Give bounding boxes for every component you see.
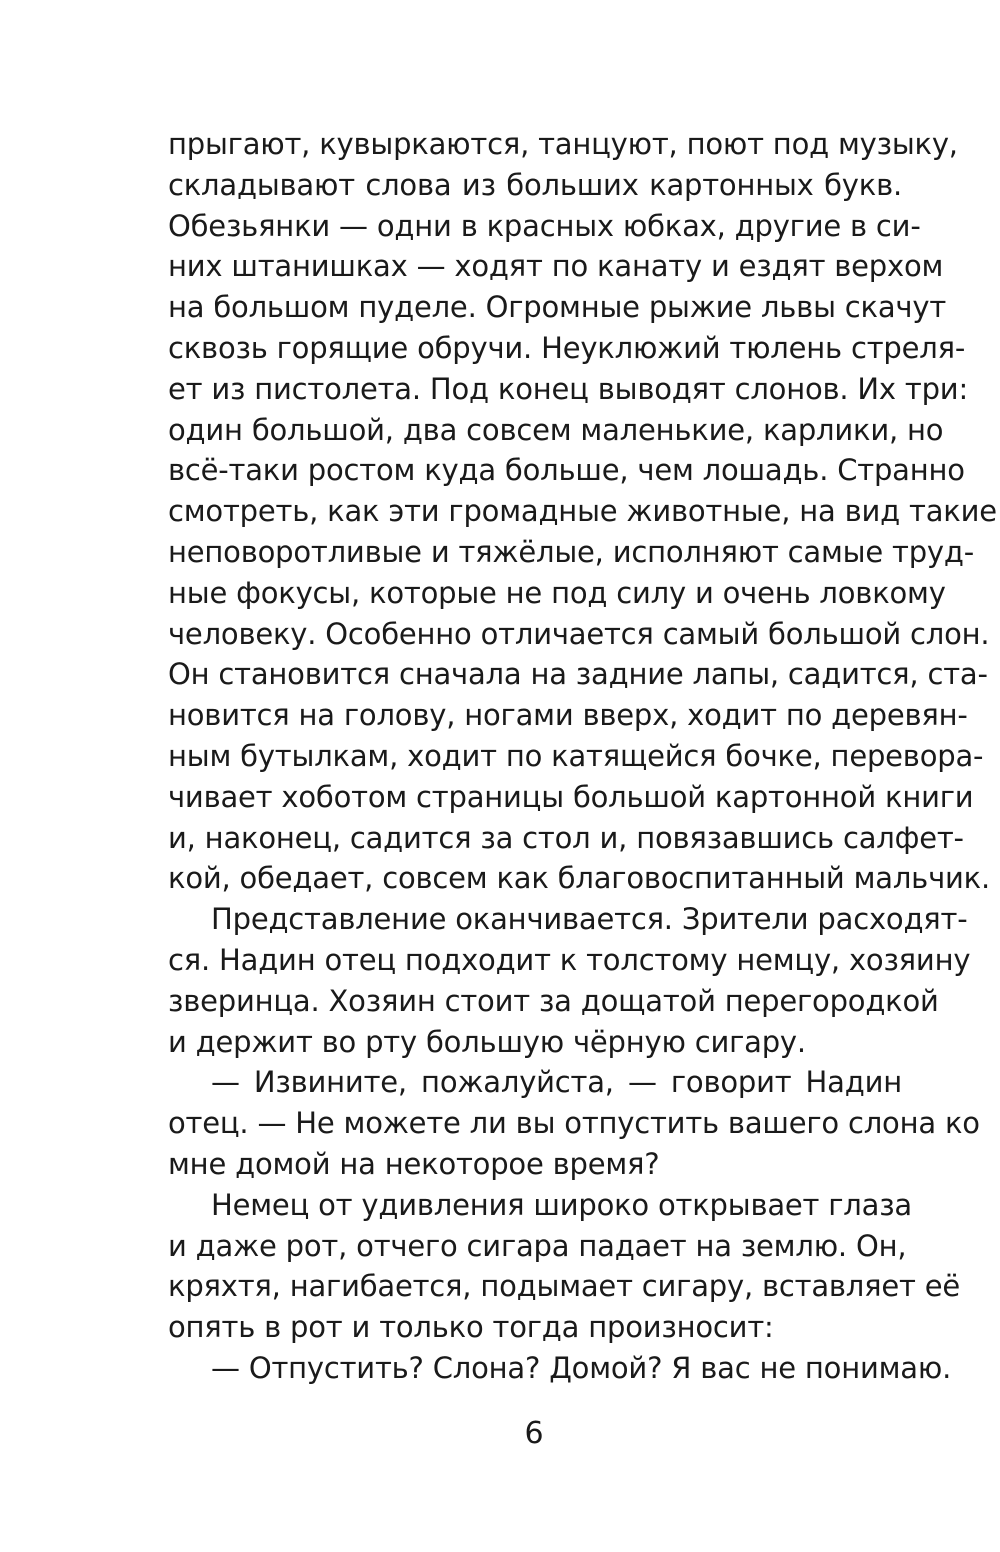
text-line: отец. — Не можете ли вы отпустить вашего слона ко [168, 1106, 980, 1141]
text-line: Обезьянки — одни в красных юбках, другие в си- [168, 208, 921, 243]
text-line: прыгают, кувыркаются, танцуют, поют под музыку, [168, 127, 958, 161]
text-line: новится на голову, ногами вверх, ходит по деревян- [168, 698, 968, 733]
text-line: ся. Надин отец подходит к толстому немцу, хозяину [168, 942, 971, 977]
text-line: Немец от удивления широко открывает глаза [211, 1187, 912, 1222]
text-line: смотреть, как эти громадные животные, на вид такие [168, 494, 997, 529]
text-line: сквозь горящие обручи. Неуклюжий тюлень стреля- [168, 330, 966, 365]
text-line: неповоротливые и тяжёлые, исполняют самые труд- [168, 534, 974, 569]
text-line: один большой, два совсем маленькие, карлики, но [168, 412, 944, 447]
page-number: 6 [524, 1416, 544, 1451]
text-line: опять в рот и только тогда произносит: [168, 1310, 774, 1345]
text-line: и даже рот, отчего сигара падает на землю. Он, [168, 1228, 907, 1263]
text-line: всё-таки ростом куда больше, чем лошадь. Странно [168, 453, 965, 488]
text-line: — Отпустить? Слона? Домой? Я вас не понимаю. [211, 1350, 952, 1385]
text-line: человеку. Особенно отличается самый большой слон. [168, 616, 990, 651]
text-line: — Извините, пожалуйста, — говорит Надин [211, 1065, 902, 1100]
text-line: кряхтя, нагибается, подымает сигару, вставляет её [168, 1269, 961, 1304]
text-line: чивает хоботом страницы большой картонной книги [168, 779, 974, 814]
text-line: ет из пистолета. Под конец выводят слонов. Их три: [168, 371, 969, 406]
text-line: ным бутылкам, ходит по катящейся бочке, перевора- [168, 738, 984, 773]
text-line: Он становится сначала на задние лапы, садится, ста- [168, 657, 988, 692]
body-text [168, 124, 997, 1389]
text-line: кой, обедает, совсем как благовоспитанный мальчик. [168, 861, 990, 896]
text-line: мне домой на некоторое время? [168, 1146, 660, 1181]
text-line: складывают слова из больших картонных букв. [168, 167, 902, 202]
text-line: ные фокусы, которые не под силу и очень ловкому [168, 575, 946, 610]
text-line: и держит во рту большую чёрную сигару. [168, 1024, 806, 1059]
text-line: них штанишках — ходят по канату и ездят верхом [168, 249, 944, 284]
text-line: зверинца. Хозяин стоит за дощатой перегородкой [168, 983, 939, 1018]
text-line: Представление оканчивается. Зрители расходят- [211, 902, 968, 937]
text-line: на большом пуделе. Огромные рыжие львы скачут [168, 290, 947, 325]
text-line: и, наконец, садится за стол и, повязавшись салфет- [168, 820, 964, 855]
